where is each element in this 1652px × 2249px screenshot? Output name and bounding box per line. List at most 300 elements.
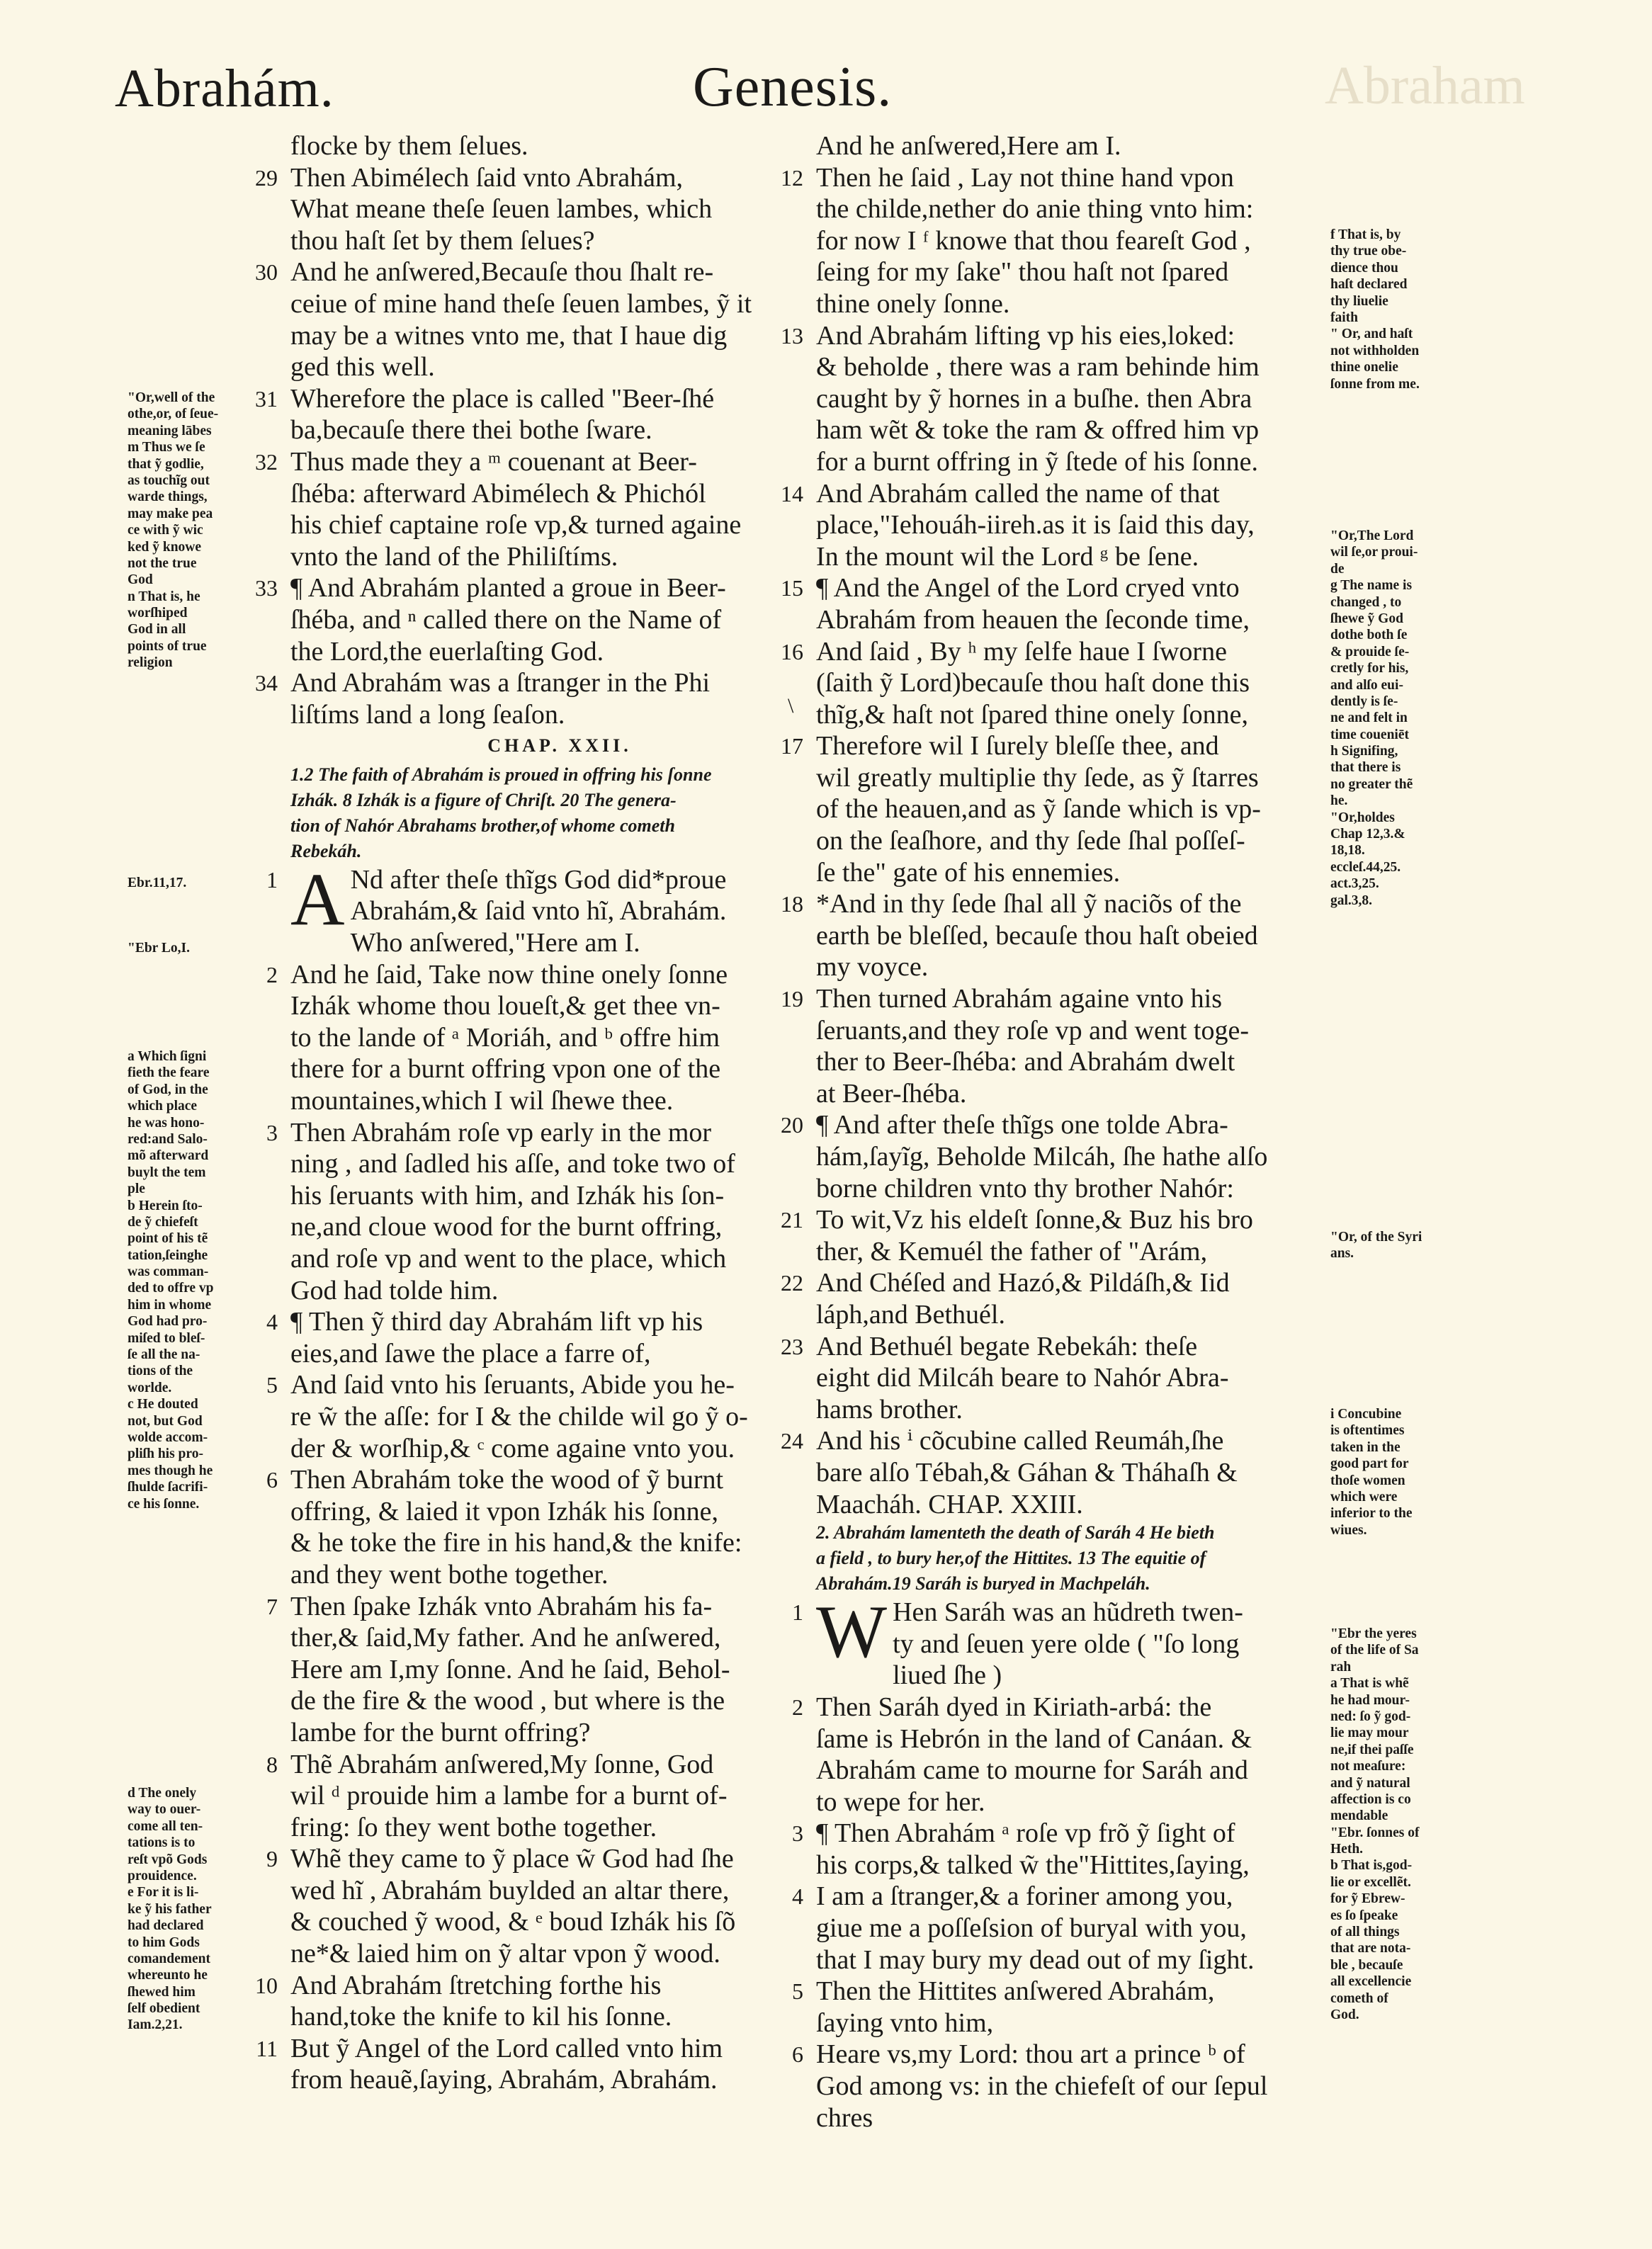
line-text: fring: ſo they went bothe together. (290, 1812, 657, 1842)
marginal-note-line: i Concubine (1330, 1407, 1402, 1422)
marginal-note-line: had declared (128, 1918, 204, 1934)
text-line (816, 383, 1354, 415)
verse-number: 5 (792, 1978, 803, 2005)
line-text: Wherefore the place is called "Beer-ſhé (290, 383, 715, 414)
text-line (255, 667, 829, 699)
line-text: Then ſpake Izhák vnto Abrahám his fa- (290, 1591, 713, 1621)
line-text: ther, & Kemuél the father of "Arám, (816, 1236, 1208, 1267)
text-line (290, 1875, 829, 1907)
text-line (290, 509, 829, 541)
verse-number: 8 (266, 1751, 278, 1777)
marginal-note-line: way to ouer- (128, 1802, 201, 1818)
marginal-note-line: ſhulde ſacrifi- (128, 1480, 208, 1495)
marginal-note-line: wiues. (1330, 1522, 1367, 1538)
line-text: der & worſhip,& ᶜ come againe vnto you. (290, 1433, 735, 1463)
text-line (290, 813, 829, 839)
marginal-note-line: "Or,well of the (128, 390, 215, 405)
line-text: thine onely ſonne. (816, 288, 1010, 319)
line-text: and roſe vp and went to the place, which (290, 1244, 727, 1274)
text-line (816, 1944, 1354, 1976)
marginal-note-line: mendable (1330, 1808, 1388, 1824)
marginal-note-line: worſhiped (128, 606, 188, 621)
text-line (255, 1970, 829, 2002)
text-line (816, 193, 1354, 225)
marginal-note-line: affection is co (1330, 1791, 1411, 1807)
marginal-note-line: not the true (128, 555, 197, 571)
line-text: Here am I,my ſonne. And he ſaid, Behol- (290, 1654, 730, 1684)
verse-number: 32 (255, 448, 278, 475)
line-text: And he anſwered,Here am I. (816, 131, 1121, 161)
line-text: a field , to bury her,of the Hittites. 13 The equitie of (816, 1548, 1206, 1569)
marginal-note-line: he. (1330, 793, 1348, 809)
line-text: Then Abimélech ſaid vnto Abrahám, (290, 162, 684, 193)
marginal-note-line: for ỹ Ebrew- (1330, 1891, 1405, 1907)
text-line (781, 1267, 1354, 1299)
line-text: hám,ſayĩg, Beholde Milcáh, ſhe hathe alſo (816, 1142, 1268, 1172)
marginal-note (128, 390, 269, 672)
line-text: tion of Nahór Abrahams brother,of whome cometh (290, 815, 675, 836)
marginal-note-line: ke ỹ his father (128, 1901, 212, 1917)
marginal-note-line: to him Gods (128, 1934, 200, 1950)
line-text: to the lande of ᵃ Moriáh, and ᵇ offre him (290, 1022, 720, 1053)
verse-number: 7 (266, 1593, 278, 1619)
marginal-note-line: lie or excellẽt. (1330, 1874, 1411, 1890)
verse-number: 23 (781, 1333, 803, 1359)
line-text: In the mount wil the Lord ᵍ be ſene. (816, 541, 1199, 572)
verse-number: 11 (256, 2035, 278, 2061)
line-text: wed hĩ , Abrahám buylded an altar there, (290, 1875, 730, 1905)
marginal-note-line: worlde. (128, 1380, 172, 1395)
text-line (792, 2039, 1354, 2070)
marginal-note (128, 1048, 269, 1512)
line-text: of the heauen,and as ỹ ſande which is vp- (816, 794, 1261, 825)
marginal-note-line: ſonne from me. (1330, 376, 1420, 392)
marginal-note (128, 875, 269, 891)
marginal-note-line: a That is whẽ (1330, 1676, 1409, 1692)
text-line (290, 1780, 829, 1812)
text-line (816, 1546, 1354, 1571)
left-text-column (255, 130, 829, 2096)
text-line (816, 1849, 1354, 1881)
marginal-note-line: es ſo ſpeake (1330, 1908, 1398, 1923)
verse-number: 1 (266, 866, 278, 893)
text-line (816, 509, 1354, 541)
marginal-note-line: ce his ſonne. (128, 1496, 200, 1512)
marginal-note-line: thy liuelie (1330, 293, 1388, 309)
line-text: ſe the" gate of his ennemies. (816, 857, 1121, 888)
line-text: his chief captaine roſe vp,& turned againe (290, 510, 742, 540)
text-line (290, 225, 829, 257)
line-text: Heare vs,my Lord: thou art a prince ᵇ of (816, 2039, 1245, 2070)
text-line (816, 1660, 1354, 1692)
marginal-note-line: dience thou (1330, 260, 1398, 276)
marginal-note-line: othe,or, of ſeue- (128, 407, 219, 422)
line-text: ged this well. (290, 352, 435, 383)
text-line (266, 1306, 829, 1338)
text-line (781, 1109, 1354, 1141)
marginal-note-line: ned: ſo ỹ god- (1330, 1709, 1411, 1724)
text-line (816, 2070, 1354, 2102)
line-text: bare alſo Tébah,& Gáhan & Tháhaſh & (816, 1457, 1238, 1488)
line-text: his ſeruants with him, and Izhák his ſon- (290, 1180, 725, 1211)
verse-number: 21 (781, 1207, 803, 1233)
text-line (781, 1204, 1354, 1236)
verse-number: 9 (266, 1846, 278, 1872)
line-text: And ſaid vnto his ſeruants, Abide you he- (290, 1370, 735, 1400)
text-line (816, 951, 1354, 983)
marginal-note-line: & prouide ſe- (1330, 644, 1410, 659)
line-text: liſtíms land a long ſeaſon. (290, 699, 565, 730)
line-text: ſhéba: afterward Abimélech & Phichól (290, 478, 706, 509)
line-text: at Beer-ſhéba. (816, 1078, 967, 1109)
marginal-note-line: no greater thẽ (1330, 776, 1413, 792)
line-text: God among vs: in the chiefeſt of our ſepul (816, 2071, 1268, 2102)
marginal-note-line: which place (128, 1099, 198, 1114)
line-text: thou haſt ſet by them ſelues? (290, 225, 595, 256)
marginal-note-line: prouidence. (128, 1868, 197, 1883)
line-text: re w̃ the aſſe: for I & the childe wil go ỹ o- (290, 1401, 748, 1432)
line-text: ther,& ſaid,My father. And he anſwered, (290, 1623, 721, 1653)
line-text: vnto the land of the Philiſtíms. (290, 541, 618, 572)
text-line (781, 1425, 1354, 1457)
text-line (256, 2033, 829, 2065)
text-line (816, 288, 1354, 320)
marginal-note-line: religion (128, 655, 173, 671)
line-text: his corps,& talked w̃ the"Hittites,ſaying, (816, 1849, 1250, 1880)
marginal-note-line: wolde accom- (128, 1429, 208, 1445)
verse-number: 10 (255, 1972, 278, 1998)
running-title: Abrahám. (115, 59, 334, 118)
marginal-note-line: g The name is (1330, 578, 1413, 594)
text-line (816, 541, 1354, 573)
line-text: Thus made they a ᵐ couenant at Beer- (290, 446, 697, 477)
marginal-note (128, 940, 269, 956)
text-line (290, 1812, 829, 1844)
text-line (290, 1401, 829, 1433)
text-line (816, 2007, 1354, 2039)
text-line (290, 699, 829, 731)
marginal-note (1330, 1406, 1458, 1539)
marginal-note-line: and ỹ natural (1330, 1775, 1410, 1791)
verse-number: 5 (266, 1372, 278, 1398)
line-text: ning , and ſadled his aſſe, and toke two of (290, 1149, 735, 1179)
line-text: & he toke the fire in his hand,& the knife: (290, 1528, 742, 1558)
marginal-note-line: may make pea (128, 506, 213, 521)
line-text: Nd after theſe thĩgs God did*proue (350, 864, 727, 895)
verse-number: 29 (255, 164, 278, 191)
marginal-note-line: point of his tẽ (128, 1231, 208, 1247)
line-text: Izhák whome thou loueſt,& get thee vn- (290, 991, 720, 1021)
verse-number: 2 (792, 1694, 803, 1720)
line-text: Abrahám came to mourne for Saráh and (816, 1755, 1248, 1786)
line-text: ne,and cloue wood for the burnt offring, (290, 1212, 723, 1242)
marginal-note-line: that ỹ godlie, (128, 456, 204, 472)
marginal-note-line: rah (1330, 1659, 1352, 1675)
line-text: Izhák. 8 Izhák is a figure of Chriſt. 20 The genera- (290, 789, 677, 810)
text-line (816, 225, 1354, 257)
text-line (290, 320, 829, 352)
marginal-note-line: ne and felt in (1330, 710, 1408, 726)
marginal-note-line: thine onelie (1330, 360, 1398, 375)
marginal-note-line: comandement (128, 1951, 210, 1966)
line-text: Then Saráh dyed in Kiriath-arbá: the (816, 1692, 1212, 1722)
text-line (816, 604, 1354, 636)
marginal-note-line: which were (1330, 1489, 1398, 1505)
marginal-note-line: of the life of Sa (1330, 1643, 1419, 1658)
text-line (781, 162, 1354, 194)
line-text: lambe for the burnt offring? (290, 1717, 591, 1747)
verse-number: 33 (255, 575, 278, 601)
marginal-note-line: ans. (1330, 1246, 1354, 1262)
line-text: And he anſwered,Becauſe thou ſhalt re- (290, 257, 714, 288)
line-text: Then turned Abrahám againe vnto his (816, 984, 1223, 1014)
line-text: And his ⁱ cõcubine called Reumáh,ſhe (816, 1426, 1224, 1456)
marginal-note-line: of God, in the (128, 1082, 208, 1097)
line-text: for now I ᶠ knowe that thou feareſt God , (816, 225, 1251, 256)
marginal-note-line: de ỹ chiefeſt (128, 1214, 198, 1230)
line-text: Rebekáh. (290, 840, 362, 861)
marginal-note (1330, 1626, 1458, 2023)
line-text: And Abrahám ſtretching forthe his (290, 1970, 662, 2000)
line-text: Whẽ they came to ỹ place w̃ God had ſhe (290, 1844, 734, 1874)
line-text: ſame is Hebrón in the land of Canáan. & (816, 1723, 1252, 1754)
line-text: What meane theſe ſeuen lambes, which (290, 194, 713, 225)
text-line (255, 162, 829, 194)
marginal-note-line: Ebr.11,17. (128, 876, 187, 890)
line-text: ¶ And after theſe thĩgs one tolde Abra- (816, 1110, 1228, 1140)
marginal-note-line: miſed to bleſ- (128, 1330, 205, 1346)
line-text: on the ſeaſhore, and thy ſede ſhal poſſeſ- (816, 826, 1245, 856)
marginal-note-line: n That is, he (128, 589, 200, 604)
line-text: CHAP. XXII. (487, 735, 632, 757)
book-title: Genesis. (693, 56, 893, 118)
marginal-note-line: fieth the feare (128, 1065, 210, 1081)
marginal-note-line: ple (128, 1182, 145, 1197)
marginal-note-line: "Or,holdes (1330, 810, 1395, 825)
text-line (290, 1243, 829, 1275)
line-text: earth be bleſſed, becauſe thou haſt obeied (816, 920, 1258, 951)
text-line (290, 1433, 829, 1465)
marginal-note-line: mes though he (128, 1463, 213, 1478)
line-text: Then the Hittites anſwered Abrahám, (816, 1976, 1215, 2007)
text-line (266, 1464, 829, 1496)
marginal-note-line: inferior to the (1330, 1506, 1413, 1522)
text-line (290, 1022, 829, 1054)
line-text: wil greatly multiplie thy ſede, as ỹ ſtarres (816, 762, 1259, 793)
marginal-note-line: lie may mour (1330, 1726, 1409, 1741)
marginal-note-line: thy true obe- (1330, 244, 1407, 259)
marginal-note-line: c He douted (128, 1397, 198, 1412)
text-line (781, 572, 1354, 604)
text-line (816, 1786, 1354, 1818)
marginal-note-line: tions of the (128, 1364, 193, 1379)
text-line (816, 699, 1354, 731)
text-line (816, 825, 1354, 857)
text-line (290, 1906, 829, 1938)
verse-number: 13 (781, 322, 803, 349)
verse-number: 20 (781, 1112, 803, 1138)
text-line (816, 1141, 1354, 1173)
marginal-note-line: ce with ỹ wic (128, 523, 203, 538)
marginal-note (1330, 1229, 1458, 1262)
line-text: ba,becauſe there thei bothe ſware. (290, 415, 652, 446)
marginal-note-line: " Or, and haſt (1330, 327, 1413, 342)
marginal-note-line: all excellencie (1330, 1974, 1412, 1990)
line-text: wil ᵈ prouide him a lambe for a burnt of- (290, 1781, 728, 1811)
marginal-note-line: "Or,The Lord (1330, 528, 1414, 543)
marginal-note-line: gal.3,8. (1330, 893, 1373, 908)
marginal-note-line: that there is (1330, 760, 1401, 776)
text-line (290, 604, 829, 636)
text-line (816, 1173, 1354, 1205)
marginal-note (128, 1785, 269, 2034)
marginal-note-line: e For it is li- (128, 1885, 199, 1900)
marginal-note-line: not, but God (128, 1413, 203, 1429)
line-text: God had tolde him. (290, 1275, 499, 1305)
marginal-note-line: meaning lābes (128, 423, 212, 438)
text-line (290, 288, 829, 320)
line-text: (ſaith ỹ Lord)becauſe thou haſt done this (816, 668, 1250, 698)
line-text: for a burnt offring in ỹ ſtede of his ſonne. (816, 446, 1259, 477)
marginal-note-line: red:and Salo- (128, 1131, 208, 1147)
text-line (816, 1394, 1354, 1426)
marginal-note-line: faith (1330, 310, 1358, 325)
text-line (816, 1015, 1354, 1047)
text-line (781, 320, 1354, 352)
text-line (290, 1275, 829, 1307)
line-text: offring, & laied it vpon Izhák his ſonne, (290, 1496, 719, 1526)
text-line (781, 888, 1354, 920)
text-line (816, 1362, 1354, 1394)
text-line (792, 1692, 1354, 1723)
marginal-note-line: good part for (1330, 1456, 1409, 1472)
marginal-note-line: warde things, (128, 489, 208, 505)
text-line (255, 572, 829, 604)
marginal-note-line: he had mour- (1330, 1692, 1410, 1708)
text-line (816, 1046, 1354, 1078)
line-text: ham wẽt & toke the ram & offred him vp (816, 415, 1260, 446)
line-text: the childe,nether do anie thing vnto him: (816, 194, 1254, 225)
line-text: And Abrahám called the name of that (816, 478, 1220, 509)
line-text: And Chéſed and Hazó,& Pildáſh,& Iid (816, 1268, 1230, 1298)
marginal-note-line: dothe both ſe (1330, 628, 1408, 643)
marginal-note-line: b That is,god- (1330, 1858, 1413, 1874)
line-text: from heauẽ,ſaying, Abrahám, Abrahám. (290, 2065, 718, 2095)
line-text: Maacháh. CHAP. XXIII. (816, 1489, 1083, 1519)
text-line (290, 788, 829, 813)
marginal-note-line: d The onely (128, 1786, 197, 1801)
verse-number: 3 (792, 1820, 803, 1847)
marginal-note-line: tations is to (128, 1835, 196, 1851)
marginal-note-line: "Ebr the yeres (1330, 1626, 1417, 1641)
marginal-note-line: ſhewed him (128, 1984, 196, 2000)
text-line (290, 351, 829, 383)
text-line (781, 983, 1354, 1015)
text-line (290, 130, 829, 162)
text-line (816, 1078, 1354, 1110)
text-line (290, 990, 829, 1022)
right-text-column (781, 130, 1354, 2134)
text-line (816, 351, 1354, 383)
text-line (816, 1755, 1354, 1786)
verse-number: 24 (781, 1428, 803, 1454)
text-line (816, 1520, 1354, 1546)
line-text: ¶ Then ỹ third day Abrahám lift vp his (290, 1307, 703, 1337)
verse-number: 14 (781, 480, 803, 506)
line-text: ty and ſeuen yere olde ( "ſo long (893, 1628, 1240, 1659)
marginal-note-line: ble , becauſe (1330, 1957, 1403, 1973)
text-line (290, 1938, 829, 1970)
text-line (290, 1053, 829, 1085)
text-line (781, 478, 1354, 510)
line-text: And Abrahám was a ſtranger in the Phi (290, 668, 711, 698)
verse-number: 12 (781, 164, 803, 191)
line-text: Then he ſaid , Lay not thine hand vpon (816, 162, 1234, 193)
text-line (816, 1571, 1354, 1597)
line-text: that I may bury my dead out of my ſight. (816, 1944, 1255, 1975)
marginal-note-line: whereunto he (128, 1968, 208, 1983)
line-text: hams brother. (816, 1394, 963, 1424)
line-text: ¶ And Abrahám planted a groue in Beer- (290, 573, 726, 604)
line-text: But ỹ Angel of the Lord called vnto him (290, 2033, 723, 2063)
marginal-note-line: dently is ſe- (1330, 693, 1398, 709)
text-line (290, 1496, 829, 1528)
marginal-note-line: as touchĩg out (128, 472, 210, 488)
marginal-note-line: cometh of (1330, 1990, 1388, 2006)
marginal-note-line: Chap 12,3.& (1330, 827, 1405, 842)
marginal-note-line: b Herein ſto- (128, 1198, 203, 1213)
marginal-note-line: de (1330, 561, 1345, 577)
line-text: de the fire & the wood , but where is the (290, 1686, 725, 1716)
line-text: ne*& laied him on ỹ altar vpon ỹ wood. (290, 1939, 720, 1969)
drop-cap: A (290, 857, 345, 941)
marginal-note-line: "Ebr. ſonnes of (1330, 1825, 1420, 1840)
line-text: mountaines,which I wil ſhewe thee. (290, 1086, 674, 1116)
verse-number: 1 (792, 1599, 803, 1626)
verse-number: 30 (255, 259, 278, 285)
marginal-note-line: haſt declared (1330, 277, 1408, 293)
line-text: Thẽ Abrahám anſwered,My ſonne, God (290, 1749, 714, 1779)
marginal-note-line: a Which ſigni (128, 1049, 207, 1064)
marginal-note-line: he was hono- (128, 1115, 205, 1131)
marginal-note-line: tation,ſeinghe (128, 1247, 208, 1263)
text-line (290, 636, 829, 668)
line-text: 2. Abrahám lamenteth the death of Saráh 4 He bieth (816, 1522, 1215, 1543)
line-text: ther to Beer-ſhéba: and Abrahám dwelt (816, 1047, 1235, 1077)
verse-number: 2 (266, 961, 278, 987)
marginal-note-line: buylt the tem (128, 1165, 206, 1180)
text-line (290, 1085, 829, 1117)
text-line (816, 667, 1354, 699)
verse-number: 16 (781, 638, 803, 664)
line-text: And ſaid , By ʰ my ſelfe haue I ſworne (816, 636, 1227, 667)
line-text: To wit,Vz his eldeſt ſonne,& Buz his bro (816, 1205, 1253, 1235)
verse-number: 18 (781, 891, 803, 917)
marginal-note-line: mõ afterward (128, 1148, 209, 1164)
verse-number: 4 (266, 1309, 278, 1335)
text-line (290, 1338, 829, 1370)
marginal-note-line: not withholden (1330, 343, 1420, 358)
text-line (792, 1976, 1354, 2007)
marginal-note-line: was comman- (128, 1264, 209, 1280)
marginal-note-line: thoſe women (1330, 1473, 1405, 1488)
text-line (816, 1236, 1354, 1268)
text-line (290, 1148, 829, 1180)
text-line (816, 256, 1354, 288)
marginal-note-line: Heth. (1330, 1842, 1364, 1857)
text-line (290, 1559, 829, 1591)
text-line (290, 1180, 829, 1212)
